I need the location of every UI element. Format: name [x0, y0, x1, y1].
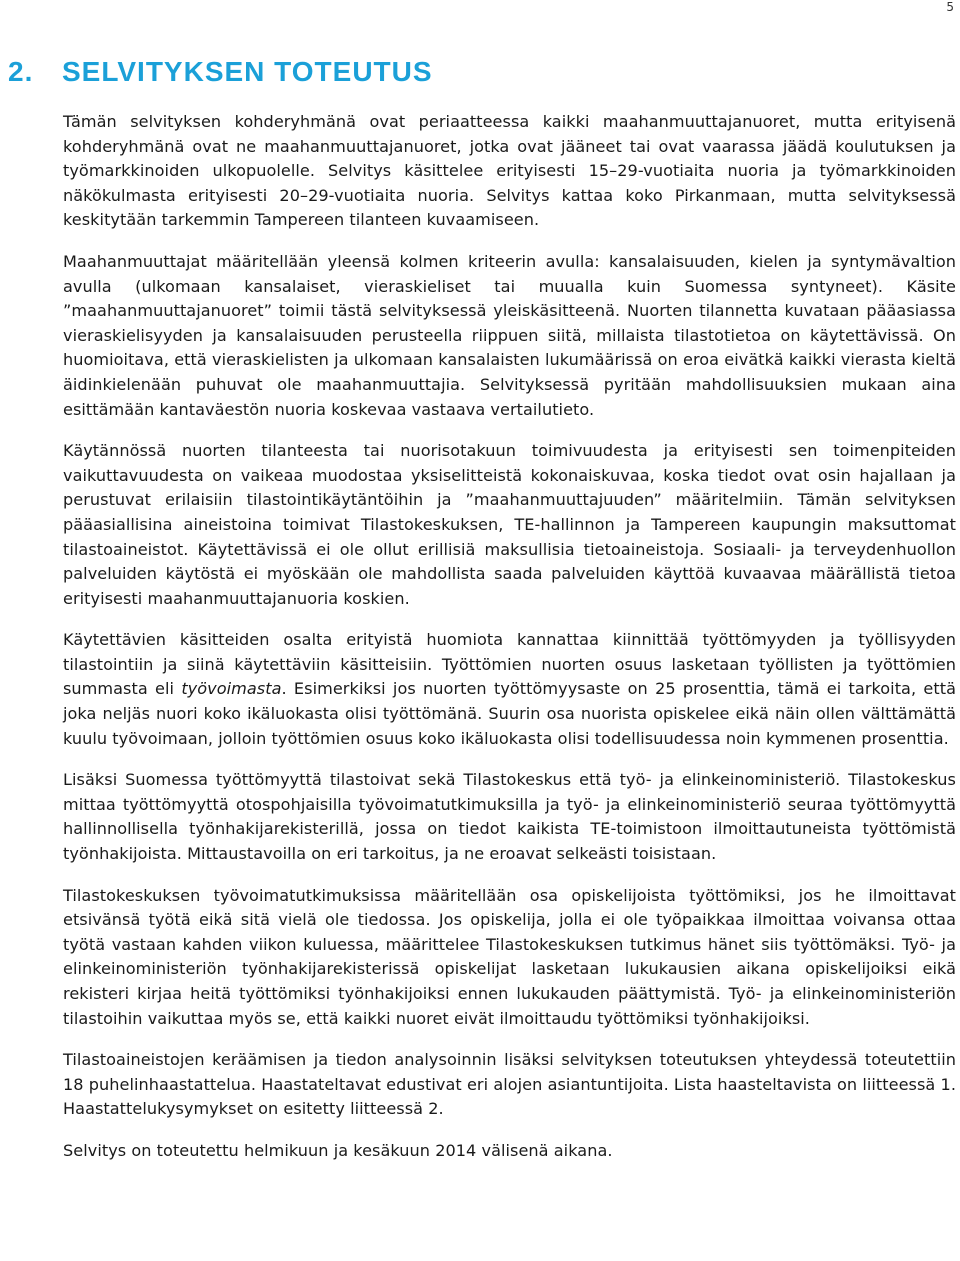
paragraph-timeline: Selvitys on toteutettu helmikuun ja kesäkuun 2014 välisenä aikana.: [63, 1140, 613, 1160]
paragraph-text: Käytettävien käsitteiden osalta erityistä huomiota kannattaa kiinnittää työttömyyden ja työllisyyden tilastointiin ja siinä käytettäviin käsitteisiin. Työttömien nuorten osuus lasketaan työllisten ja työttömien summasta eli: [63, 630, 956, 699]
paragraph-unemployment-concepts: [63, 628, 956, 751]
page-number: 5: [946, 0, 954, 14]
paragraph-data-sources: Käytännössä nuorten tilanteesta tai nuorisotakuun toimivuudesta ja erityisesti sen toimenpiteiden vaikuttavuudesta on vaikeaa muodostaa yksiselitteistä kokonaiskuvaa, koska tiedot ovat osin hajallaan ja perustuvat erilaisiin tilastointikäytäntöihin ja ”maahanmuuttajuuden” määritelmiin. Tämän selvityksen pääasiallisina aineistoina toimivat Tilastokeskuksen, TE-hallinnon ja Tampereen kaupungin maksuttomat tilastoaineistot. Käytettävissä ei ole ollut erillisiä maksullisia tietoaineistoja. Sosiaali- ja terveydenhuollon palveluiden käytöstä ei myöskään ole mahdollista saada palveluiden käyttöä kuvaavaa määrällistä tietoa erityisesti maahanmuuttajanuoria koskien.: [63, 441, 956, 608]
paragraph-target-group: Tämän selvityksen kohderyhmänä ovat periaatteessa kaikki maahanmuuttajanuoret, mutta erityisenä kohderyhmänä ovat ne maahanmuuttajanuoret, jotka ovat jääneet tai ovat vaarassa jäädä koulutuksen ja työmarkkinoiden ulkopuolelle. Selvitys käsittelee erityisesti 15–29-vuotiaita nuoria ja työmarkkinoiden näkökulmasta erityisesti 20–29-vuotiaita nuoria. Selvitys kattaa koko Pirkanmaan, mutta selvityksessä keskitytään tarkemmin Tampereen tilanteen kuvaamiseen.: [63, 112, 956, 230]
paragraph-interviews: Tilastoaineistojen keräämisen ja tiedon analysoinnin lisäksi selvityksen toteutuksen yhteydessä toteutettiin 18 puhelinhaastattelua. Haastateltavat edustivat eri alojen asiantuntijoita. Lista haasteltavista on liitteessä 1. Haastattelukysymykset on esitetty liitteessä 2.: [63, 1050, 956, 1119]
paragraph-definitions: Maahanmuuttajat määritellään yleensä kolmen kriteerin avulla: kansalaisuuden, kielen ja syntymävaltion avulla (ulkomaan kansalaiset, vieraskieliset tai muualla kuin Suomessa syntyneet). Käsite ”maahanmuuttajanuoret” toimii tästä selvityksessä yleiskäsitteenä. Nuorten tilannetta kuvataan pääasiassa vieraskielisyyden ja kansalaisuuden perusteella riippuen siitä, millaista tilastotietoa on käytettävissä. On huomioitava, että vieraskielisten ja ulkomaan kansalaisten lukumäärissä on eroa eivätkä kaikki vierasta kieltä äidinkielenään puhuvat ole maahanmuuttajia. Selvityksessä pyritään mahdollisuuksien mukaan aina esittämään kantaväestön nuoria koskevaa vastaava vertailutieto.: [63, 251, 956, 419]
body-text: [63, 110, 956, 1178]
emphasis-text: työvoimasta: [181, 679, 282, 699]
section-number: 2.: [8, 56, 34, 87]
section-heading: [8, 56, 433, 88]
paragraph-labour-survey: Tilastokeskuksen työvoimatutkimuksissa määritellään osa opiskelijoista työttömiksi, jos he ilmoittavat etsivänsä työtä eikä sitä vielä ole tiedossa. Jos opiskelija, jolla ei ole työpaikkaa ilmoittaa voivansa ottaa työtä vastaan kahden viikon kuluessa, määrittelee Tilastokeskuksen tutkimus hänet siis työttömäksi. Työ- ja elinkeinoministeriön työnhakijarekisterissä opiskelijat lasketaan lukukausien aikana opiskelijoiksi eikä rekisteri kirjaa heitä työttömiksi työnhakijoiksi ennen lukukauden päättymistä. Työ- ja elinkeinoministeriön tilastoihin vaikuttaa myös se, että kaikki nuoret eivät ilmoittaudu työttömiksi työnhakijoiksi.: [63, 885, 956, 1028]
section-title: SELVITYKSEN TOTEUTUS: [62, 56, 433, 87]
paragraph-statistics-sources: Lisäksi Suomessa työttömyyttä tilastoivat sekä Tilastokeskus että työ- ja elinkeinoministeriö. Tilastokeskus mittaa työttömyyttä otospohjaisilla työvoimatutkimuksilla ja työ- ja elinkeinoministeriö seuraa työttömyyttä hallinnollisella työnhakijarekisterillä, jossa on tiedot kaikista TE-toimistoon ilmoittautuneista työttömistä työnhakijoista. Mittaustavoilla on eri tarkoitus, ja ne eroavat selkeästi toisistaan.: [63, 770, 956, 864]
paragraph-text: . Esimerkiksi jos nuorten työttömyysaste on 25 prosenttia, tämä ei tarkoita, että joka neljäs nuori koko ikäluokasta olisi työttömänä. Suurin osa nuorista opiskelee eikä näin ollen välttämättä kuulu työvoimaan, jolloin työttömien osuus koko ikäluokasta olisi todellisuudessa noin kymmenen prosenttia.: [63, 679, 956, 748]
